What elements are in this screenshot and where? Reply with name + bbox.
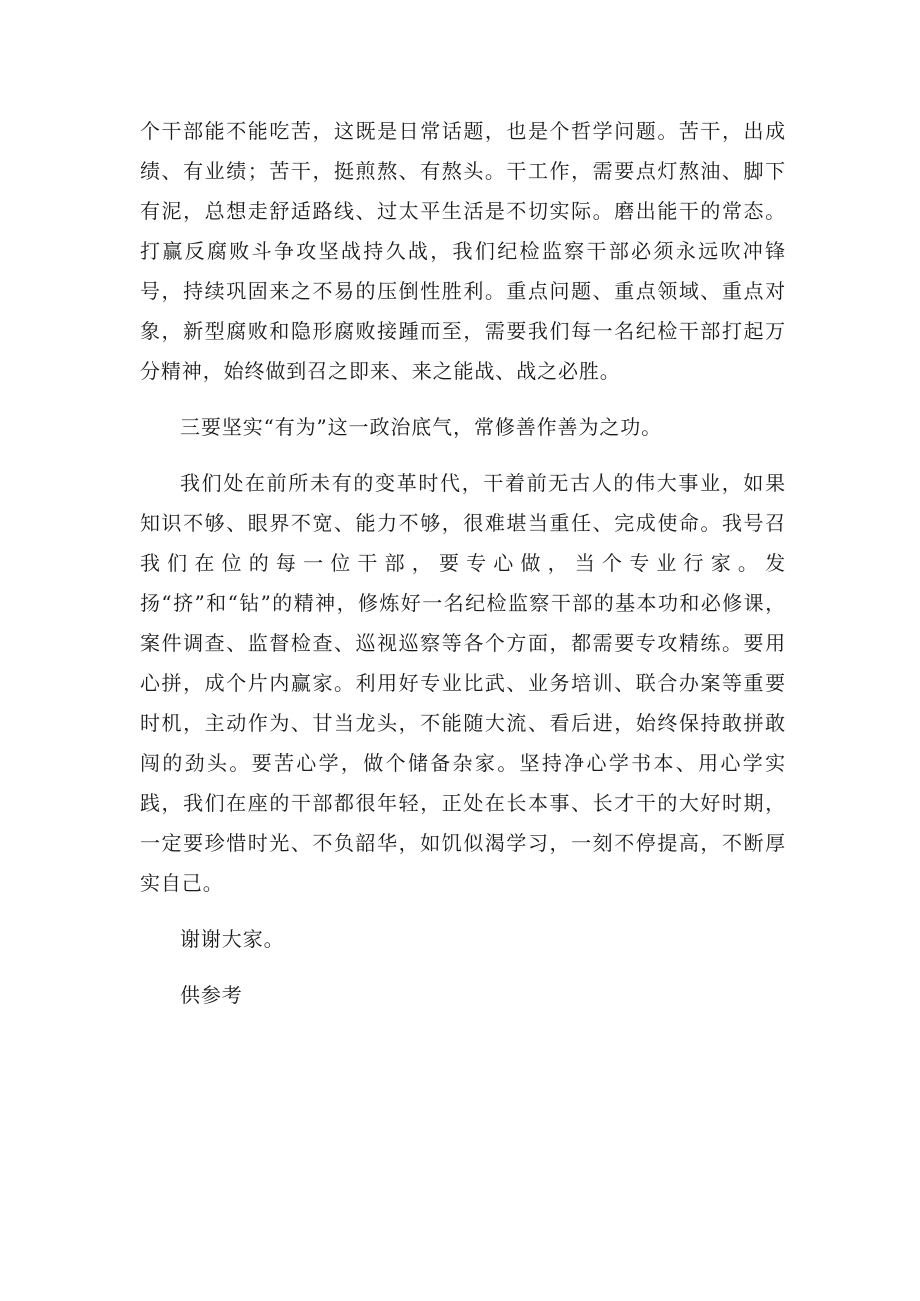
reference-note: 供参考: [180, 983, 243, 1007]
paragraph-continuation: 个干部能不能吃苦，这既是日常话题，也是个哲学问题。苦干，出成绩、有业绩；苦干，挺煎熬、有熬头。干工作，需要点灯熬油、脚下有泥，总想走舒适路线、过太平生活是不切实际。磨出能干的常态。打赢反腐败斗争攻坚战持久战，我们纪检监察干部必须永远吹冲锋号，持续巩固来之不易的压倒性胜利。重点问题、重点领域、重点对象，新型腐败和隐形腐败接踵而至，需要我们每一名纪检干部打起万分精神，始终做到召之即来、来之能战、战之必胜。: [140, 119, 786, 383]
closing-thanks: 谢谢大家。: [180, 927, 285, 951]
document-body: [140, 111, 786, 1015]
paragraph-body: 我们处在前所未有的变革时代，干着前无古人的伟大事业，如果知识不够、眼界不宽、能力不够，很难堪当重任、完成使命。我号召我们在位的每一位干部，要专心做，当个专业行家。发扬“挤”和“钻”的精神，修炼好一名纪检监察干部的基本功和必修课，案件调查、监督检查、巡视巡察等各个方面，都需要专攻精练。要用心拼，成个片内赢家。利用好专业比武、业务培训、联合办案等重要时机，主动作为、甘当龙头，不能随大流、看后进，始终保持敢拼敢闯的劲头。要苦心学，做个储备杂家。坚持净心学书本、用心学实践，我们在座的干部都很年轻，正处在长本事、长才干的大好时期，一定要珍惜时光、不负韶华，如饥似渴学习，一刻不停提高，不断厚实自己。: [140, 471, 786, 895]
section-heading: 三要坚实“有为”这一政治底气，常修善作善为之功。: [180, 415, 663, 439]
